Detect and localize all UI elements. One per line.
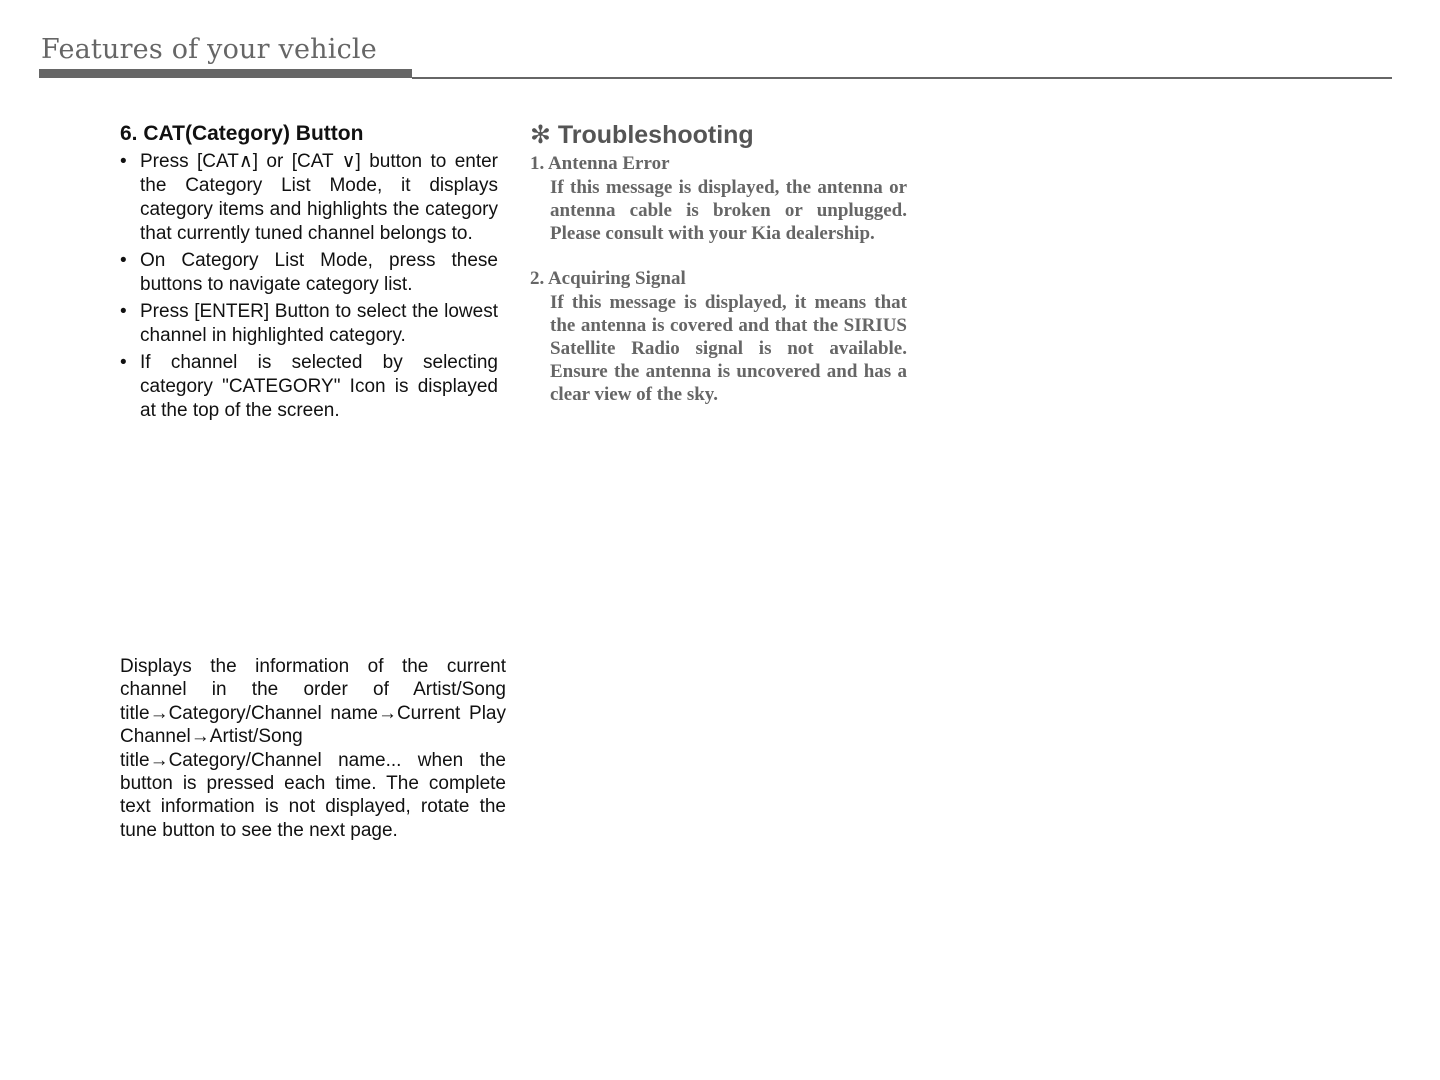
troubleshooting-item-acquiring-signal	[530, 267, 907, 406]
troubleshooting-item-body: If this message is displayed, the antenna or antenna cable is broken or unplugged. Please consult with your Kia dealership.	[550, 177, 907, 244]
bullet-icon: •	[120, 250, 127, 271]
bullet-text: Press [CAT∧] or [CAT ∨] button to enter the Category List Mode, it displays category items and highlights the category that currently tuned channel belongs to.	[140, 151, 498, 244]
list-item	[120, 249, 498, 297]
cat-bullet-list	[120, 150, 498, 423]
troubleshooting-item-antenna-error	[530, 152, 907, 245]
cat-button-section	[120, 122, 498, 426]
troubleshooting-item-body: If this message is displayed, it means that the antenna is covered and that the SIRIUS Satellite Radio signal is not available. Ensure the antenna is uncovered and has a clear view of the sky.	[550, 292, 907, 405]
troubleshooting-heading: ✻ Troubleshooting	[530, 121, 754, 149]
list-item	[120, 351, 498, 423]
bullet-text: Press [ENTER] Button to select the lowest channel in highlighted category.	[140, 301, 498, 346]
list-item	[120, 150, 498, 246]
info-display-paragraph: Displays the information of the current channel in the order of Artist/Song title→Category/Channel name→Current Play Channel→Artist/Song title→Category/Channel name... when the button is pressed each time. The complete text information is not displayed, rotate the tune button to see the next page.	[120, 656, 506, 841]
bullet-text: If channel is selected by selecting category "CATEGORY" Icon is displayed at the top of the screen.	[140, 352, 498, 421]
cat-section-heading: 6. CAT(Category) Button	[120, 122, 364, 145]
page-header-title: Features of your vehicle	[41, 34, 377, 65]
bullet-text: On Category List Mode, press these buttons to navigate category list.	[140, 250, 498, 295]
list-item	[120, 300, 498, 348]
bullet-icon: •	[120, 352, 127, 373]
bullet-icon: •	[120, 301, 127, 322]
troubleshooting-section	[530, 120, 907, 428]
troubleshooting-item-title: 1. Antenna Error	[530, 153, 670, 174]
bullet-icon: •	[120, 151, 127, 172]
header-rule	[412, 77, 1392, 79]
troubleshooting-item-title: 2. Acquiring Signal	[530, 268, 686, 289]
header-accent-bar	[39, 69, 412, 78]
